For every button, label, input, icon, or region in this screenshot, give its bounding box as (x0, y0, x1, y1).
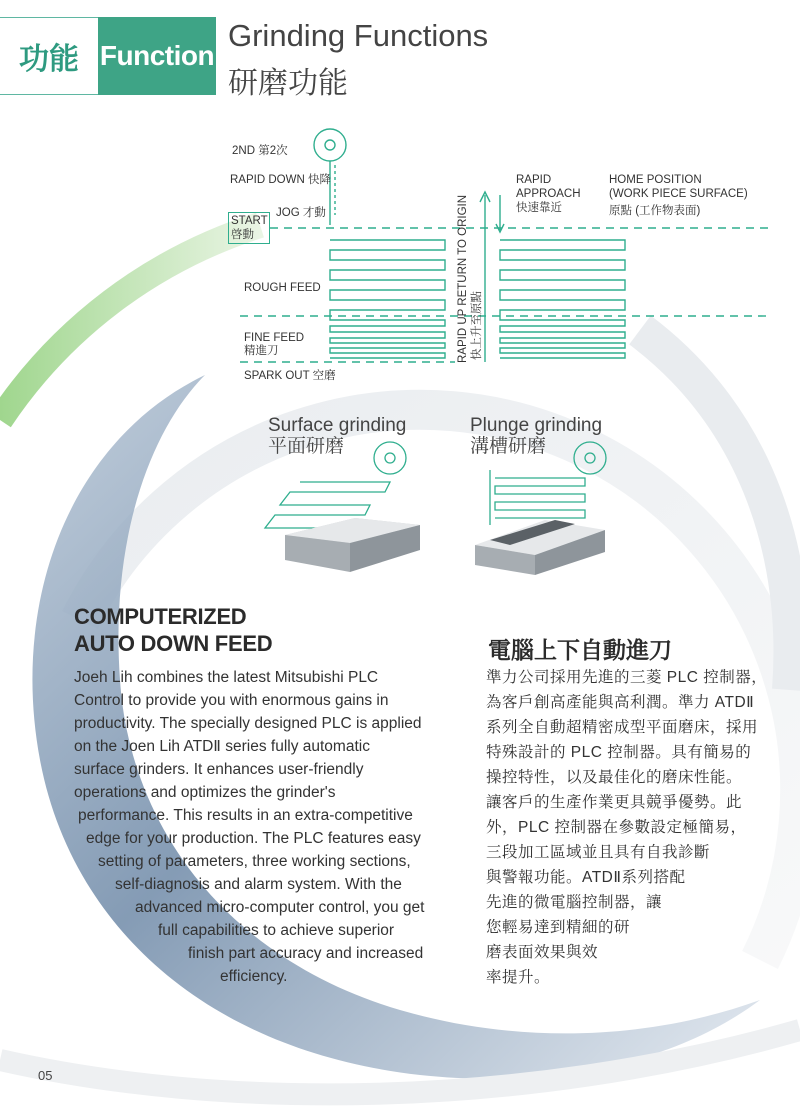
body-line: efficiency. (220, 968, 288, 985)
section-heading-en (74, 603, 272, 657)
label-home-1: HOME POSITION (609, 174, 702, 186)
body-line: operations and optimizes the grinder's (74, 784, 336, 801)
body-line: Control to provide you with enormous gains in (74, 692, 389, 709)
body-line-cn: 系列全自動超精密成型平面磨床，採用 (486, 719, 759, 736)
grinding-wheel-icon (314, 129, 346, 161)
body-line-cn: 讓客戶的生產作業更具競爭優勢。此 (486, 794, 743, 811)
plunge-wheel-icon (574, 442, 606, 474)
surface-workpiece (285, 518, 420, 572)
label-fine-feed-en: FINE FEED (244, 332, 305, 344)
label-jog: JOG 才動 (276, 207, 326, 219)
label-rapid-down: RAPID DOWN 快降 (230, 174, 331, 186)
page-number: 05 (38, 1068, 53, 1083)
body-line: setting of parameters, three working sections, (98, 853, 411, 870)
body-line-cn: 三段加工區域並且具有自我診斷 (486, 844, 711, 861)
body-line-cn: 操控特性，以及最佳化的磨床性能。 (486, 769, 743, 786)
plunge-grinding-title-cn: 溝槽研磨 (470, 436, 547, 457)
heading-en-line2: AUTO DOWN FEED (74, 631, 273, 656)
page-title-cn: 研磨功能 (228, 67, 348, 100)
label-rough-feed: ROUGH FEED (244, 282, 321, 294)
body-line-cn: 與警報功能。ATDⅡ系列搭配 (486, 869, 686, 886)
body-line: productivity. The specially designed PLC is applied (74, 715, 422, 732)
section-heading-cn: 電腦上下自動進刀 (488, 637, 672, 663)
body-line: on the Joen Lih ATDⅡ series fully automatic (74, 738, 370, 755)
body-line-cn: 外，PLC 控制器在參數設定極簡易， (486, 819, 747, 836)
label-start-cn: 啓動 (231, 229, 254, 241)
label-home-2: (WORK PIECE SURFACE) (609, 188, 748, 200)
label-rapid-up-en: RAPID UP RETURN TO ORIGIN (457, 194, 469, 363)
body-line: edge for your production. The PLC features easy (86, 830, 421, 847)
plunge-grinding-title-en: Plunge grinding (470, 415, 603, 436)
body-line-cn: 磨表面效果與效 (486, 944, 599, 961)
body-line-cn: 準力公司採用先進的三菱 PLC 控制器， (486, 669, 768, 686)
section-tag-cn: 功能 (0, 17, 98, 95)
page-title-en: Grinding Functions (228, 18, 489, 53)
label-rapid-approach-2: APPROACH (516, 188, 581, 200)
body-line: advanced micro-computer control, you get (135, 899, 425, 916)
plunge-workpiece (475, 520, 605, 575)
body-line: full capabilities to achieve superior (158, 922, 395, 939)
label-rapid-approach-1: RAPID (516, 174, 552, 186)
label-rapid-up-cn: 快上升至原點 (471, 291, 483, 360)
body-line: Joeh Lih combines the latest Mitsubishi PLC (74, 669, 379, 686)
body-line: performance. This results in an extra-competitive (78, 807, 413, 824)
surface-grinding-title-en: Surface grinding (268, 415, 407, 436)
body-line: finish part accuracy and increased (188, 945, 424, 962)
surface-grinding-title-cn: 平面研磨 (268, 436, 345, 457)
body-line: self-diagnosis and alarm system. With the (115, 876, 402, 893)
body-line-cn: 為客戶創高產能與高利潤。準力 ATDⅡ (486, 694, 755, 711)
surface-wheel-icon (374, 442, 406, 474)
heading-en-line1: COMPUTERIZED (74, 604, 247, 629)
section-tag-en: Function (98, 17, 216, 95)
body-line: surface grinders. It enhances user-friendly (74, 761, 364, 778)
label-start-en: START (231, 215, 268, 227)
label-spark-out: SPARK OUT 空磨 (244, 370, 336, 382)
label-fine-feed-cn: 精進刀 (244, 345, 279, 357)
body-line-cn: 率提升。 (486, 969, 551, 986)
body-line-cn: 先進的微電腦控制器，讓 (486, 894, 663, 911)
label-second-pass: 2ND 第2次 (232, 145, 288, 157)
label-home-cn: 原點 (工作物表面) (609, 205, 701, 217)
label-rapid-approach-cn: 快速靠近 (516, 202, 562, 214)
body-line-cn: 您輕易達到精細的研 (486, 919, 631, 936)
body-line-cn: 特殊設計的 PLC 控制器。具有簡易的 (486, 744, 752, 761)
